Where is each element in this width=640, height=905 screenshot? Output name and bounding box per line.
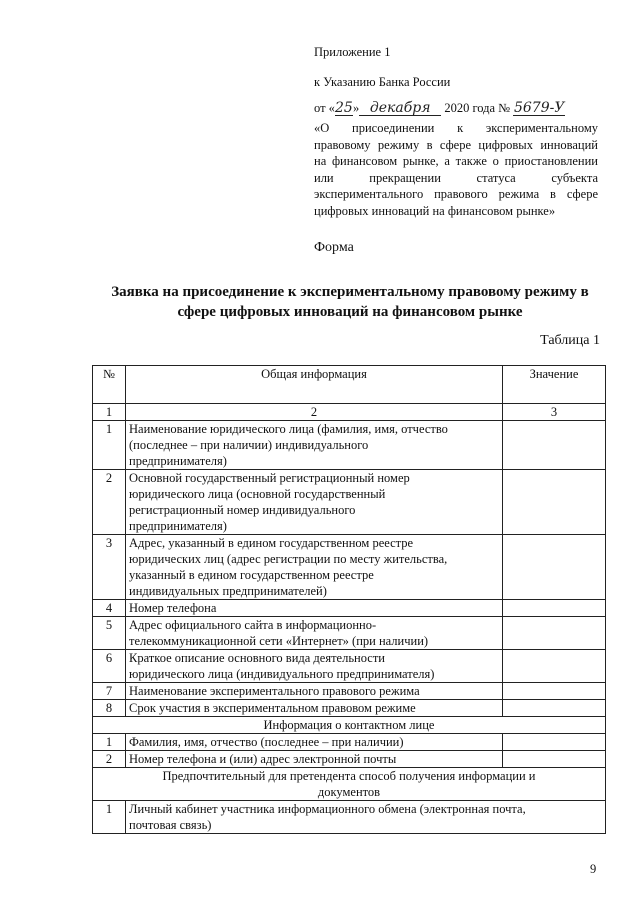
row-description [126, 600, 503, 617]
document-title [90, 282, 610, 322]
header-value: Значение [503, 366, 606, 404]
row-number: 2 [93, 470, 126, 535]
date-mid: » [352, 101, 360, 115]
instruction-title [314, 120, 598, 219]
row-description [126, 421, 503, 470]
row-text-line: Личный кабинет участника информационного обмена (электронная почта, [129, 802, 526, 816]
form-label: Форма [314, 240, 354, 255]
handwritten-number: 5679-У [513, 100, 565, 116]
row-number: 1 [93, 421, 126, 470]
value-cell[interactable] [503, 421, 606, 470]
row-text-line: юридических лиц (адрес регистрации по месту жительства, [129, 552, 448, 566]
row-description [126, 650, 503, 683]
table-row [93, 751, 606, 768]
row-description [126, 700, 503, 717]
row-text-line: Основной государственный регистрационный номер [129, 471, 410, 485]
table-row [93, 600, 606, 617]
instruction-title-line: экспериментального правового режима в сфере [314, 187, 598, 201]
row-number: 4 [93, 600, 126, 617]
index-cell: 2 [126, 404, 503, 421]
table-index-row [93, 404, 606, 421]
year-text: 2020 года № [444, 101, 511, 115]
row-description [126, 683, 503, 700]
row-description [126, 801, 606, 834]
section-title-line: документов [317, 785, 381, 799]
row-text-line: Наименование экспериментального правового режима [129, 684, 420, 698]
instruction-title-line: на финансовом рынке, а также о приостановлении [314, 154, 598, 168]
section-header-row [93, 717, 606, 734]
row-text-line: регистрационный номер индивидуального [129, 503, 356, 517]
table-row [93, 700, 606, 717]
table-row [93, 421, 606, 470]
preference-section-title [93, 768, 606, 801]
row-text-line: Адрес официального сайта в информационно- [129, 618, 377, 632]
row-number: 1 [93, 734, 126, 751]
row-text-line: предпринимателя) [129, 519, 227, 533]
value-cell[interactable] [503, 700, 606, 717]
instruction-reference: к Указанию Банка России [314, 75, 451, 89]
table-row [93, 650, 606, 683]
row-text-line: Срок участия в экспериментальном правовом режиме [129, 701, 416, 715]
value-cell[interactable] [503, 734, 606, 751]
row-text-line: телекоммуникационной сети «Интернет» (при наличии) [129, 634, 429, 648]
application-table [92, 365, 606, 834]
instruction-title-line: цифровых инноваций на финансовом рынке» [314, 203, 556, 218]
page-number: 9 [590, 862, 597, 876]
document-title-line: Заявка на присоединение к экспериментальному правовому режиму в [111, 284, 589, 300]
handwritten-day: 25 [335, 100, 353, 116]
row-description [126, 617, 503, 650]
row-text-line: (последнее – при наличии) индивидуального [129, 438, 369, 452]
header-general-info: Общая информация [126, 366, 503, 404]
value-cell[interactable] [503, 535, 606, 600]
row-text-line: почтовая связь) [129, 818, 212, 832]
row-text-line: Номер телефона [129, 601, 217, 615]
row-number: 2 [93, 751, 126, 768]
document-title-line: сфере цифровых инноваций на финансовом рынке [177, 304, 523, 320]
date-prefix: от « [314, 101, 335, 115]
table-row [93, 617, 606, 650]
appendix-label: Приложение 1 [314, 45, 391, 59]
row-text-line: Номер телефона и (или) адрес электронной почты [129, 752, 397, 766]
table-row [93, 734, 606, 751]
header-number: № [93, 366, 126, 404]
row-text-line: Фамилия, имя, отчество (последнее – при наличии) [129, 735, 404, 749]
index-cell: 1 [93, 404, 126, 421]
row-number: 8 [93, 700, 126, 717]
table-row [93, 801, 606, 834]
section-header-row [93, 768, 606, 801]
contact-section-title: Информация о контактном лице [93, 717, 606, 734]
row-number: 5 [93, 617, 126, 650]
row-text-line: Адрес, указанный в едином государственном реестре [129, 536, 414, 550]
index-cell: 3 [503, 404, 606, 421]
row-description [126, 734, 503, 751]
row-description [126, 751, 503, 768]
row-number: 7 [93, 683, 126, 700]
table-row [93, 535, 606, 600]
row-number: 1 [93, 801, 126, 834]
value-cell[interactable] [503, 617, 606, 650]
table-label: Таблица 1 [540, 333, 600, 348]
row-number: 3 [93, 535, 126, 600]
row-description [126, 470, 503, 535]
table-header-row [93, 366, 606, 404]
row-text-line: Краткое описание основного вида деятельности [129, 651, 385, 665]
table-row [93, 683, 606, 700]
handwritten-month: декабря [359, 102, 441, 116]
row-text-line: указанный в едином государственном реестре [129, 568, 374, 582]
value-cell[interactable] [503, 683, 606, 700]
instruction-title-line: правовому режиму в сфере цифровых инноваций [314, 137, 598, 152]
value-cell[interactable] [503, 470, 606, 535]
section-title-line: Предпочтительный для претендента способ получения информации и [162, 769, 536, 783]
row-text-line: юридического лица (индивидуального предпринимателя) [129, 667, 435, 681]
row-text-line: Наименование юридического лица (фамилия, имя, отчество [129, 422, 448, 436]
value-cell[interactable] [503, 751, 606, 768]
instruction-title-line: или прекращении статуса субъекта [314, 170, 598, 185]
value-cell[interactable] [503, 600, 606, 617]
row-description [126, 535, 503, 600]
table-row [93, 470, 606, 535]
row-text-line: предпринимателя) [129, 454, 227, 468]
row-number: 6 [93, 650, 126, 683]
value-cell[interactable] [503, 650, 606, 683]
row-text-line: индивидуальных предпринимателей) [129, 584, 327, 598]
row-text-line: юридического лица (основной государственный [129, 487, 386, 501]
instruction-title-line: «О присоединении к экспериментальному [314, 121, 598, 135]
date-number-line [314, 100, 565, 116]
